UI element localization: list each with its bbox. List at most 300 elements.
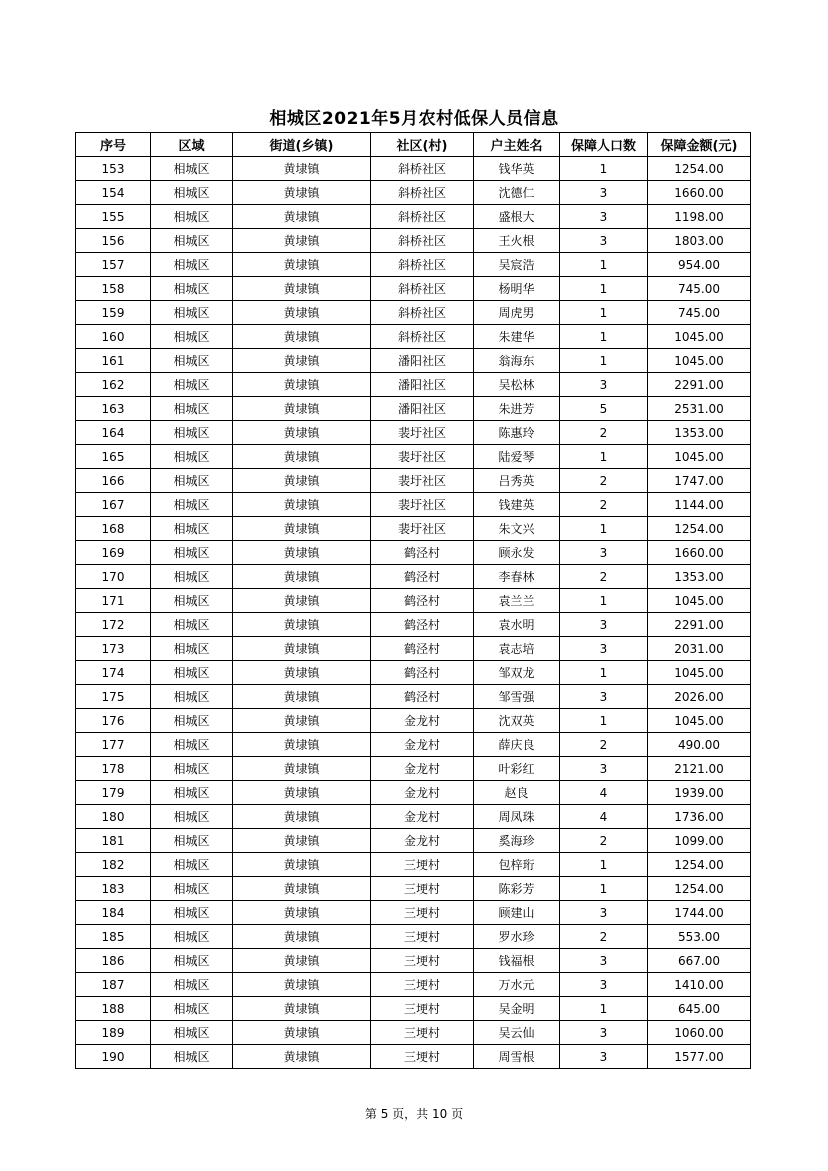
page-footer: 第 5 页，共 10 页 [364, 1107, 464, 1121]
cell-householder: 吴松林 [474, 373, 560, 397]
cell-amount: 1254.00 [648, 517, 751, 541]
cell-persons: 1 [560, 325, 648, 349]
col-header-amount: 保障金额(元) [648, 133, 751, 157]
table-row [76, 397, 751, 421]
cell-town: 黄埭镇 [233, 541, 371, 565]
cell-index: 174 [76, 661, 151, 685]
cell-community: 三埂村 [371, 901, 474, 925]
cell-town: 黄埭镇 [233, 157, 371, 181]
page-title: 相城区2021年5月农村低保人员信息 [269, 109, 559, 129]
table-row [76, 157, 751, 181]
cell-community: 裴圩社区 [371, 445, 474, 469]
cell-persons: 2 [560, 925, 648, 949]
table-row [76, 205, 751, 229]
table-row [76, 781, 751, 805]
cell-community: 金龙村 [371, 781, 474, 805]
table-row [76, 349, 751, 373]
cell-householder: 周雪根 [474, 1045, 560, 1069]
cell-community: 斜桥社区 [371, 277, 474, 301]
cell-town: 黄埭镇 [233, 637, 371, 661]
cell-town: 黄埭镇 [233, 1021, 371, 1045]
cell-district: 相城区 [151, 685, 233, 709]
cell-district: 相城区 [151, 325, 233, 349]
cell-community: 三埂村 [371, 973, 474, 997]
cell-town: 黄埭镇 [233, 781, 371, 805]
cell-index: 173 [76, 637, 151, 661]
cell-district: 相城区 [151, 421, 233, 445]
table-row [76, 709, 751, 733]
cell-index: 170 [76, 565, 151, 589]
cell-district: 相城区 [151, 877, 233, 901]
table-row [76, 253, 751, 277]
cell-amount: 1410.00 [648, 973, 751, 997]
cell-amount: 745.00 [648, 301, 751, 325]
table-row [76, 949, 751, 973]
cell-persons: 4 [560, 781, 648, 805]
cell-persons: 1 [560, 661, 648, 685]
cell-index: 189 [76, 1021, 151, 1045]
table-row [76, 613, 751, 637]
col-header-community: 社区(村) [371, 133, 474, 157]
cell-community: 斜桥社区 [371, 325, 474, 349]
cell-community: 金龙村 [371, 805, 474, 829]
cell-householder: 王火根 [474, 229, 560, 253]
cell-index: 166 [76, 469, 151, 493]
cell-persons: 1 [560, 997, 648, 1021]
cell-index: 184 [76, 901, 151, 925]
cell-householder: 沈双英 [474, 709, 560, 733]
cell-index: 175 [76, 685, 151, 709]
cell-town: 黄埭镇 [233, 205, 371, 229]
cell-district: 相城区 [151, 661, 233, 685]
cell-householder: 包梓珩 [474, 853, 560, 877]
cell-index: 159 [76, 301, 151, 325]
cell-householder: 钱华英 [474, 157, 560, 181]
cell-district: 相城区 [151, 445, 233, 469]
cell-community: 金龙村 [371, 709, 474, 733]
cell-community: 鹤泾村 [371, 565, 474, 589]
cell-town: 黄埭镇 [233, 493, 371, 517]
table-row [76, 325, 751, 349]
cell-index: 157 [76, 253, 151, 277]
cell-district: 相城区 [151, 1021, 233, 1045]
cell-persons: 3 [560, 541, 648, 565]
cell-district: 相城区 [151, 637, 233, 661]
cell-persons: 2 [560, 733, 648, 757]
cell-community: 鹤泾村 [371, 541, 474, 565]
cell-householder: 顾永发 [474, 541, 560, 565]
cell-amount: 1736.00 [648, 805, 751, 829]
cell-district: 相城区 [151, 181, 233, 205]
cell-community: 潘阳社区 [371, 373, 474, 397]
table-row [76, 373, 751, 397]
table-row [76, 421, 751, 445]
cell-householder: 陈惠玲 [474, 421, 560, 445]
cell-persons: 1 [560, 853, 648, 877]
cell-index: 190 [76, 1045, 151, 1069]
cell-amount: 1045.00 [648, 589, 751, 613]
cell-index: 187 [76, 973, 151, 997]
cell-householder: 吴金明 [474, 997, 560, 1021]
cell-householder: 钱福根 [474, 949, 560, 973]
cell-amount: 2031.00 [648, 637, 751, 661]
cell-district: 相城区 [151, 613, 233, 637]
cell-town: 黄埭镇 [233, 325, 371, 349]
cell-amount: 2291.00 [648, 613, 751, 637]
cell-householder: 赵良 [474, 781, 560, 805]
table-row [76, 997, 751, 1021]
cell-amount: 1198.00 [648, 205, 751, 229]
cell-district: 相城区 [151, 349, 233, 373]
cell-community: 裴圩社区 [371, 421, 474, 445]
cell-town: 黄埭镇 [233, 733, 371, 757]
cell-amount: 1939.00 [648, 781, 751, 805]
cell-amount: 1099.00 [648, 829, 751, 853]
cell-persons: 1 [560, 709, 648, 733]
table-row [76, 469, 751, 493]
cell-persons: 3 [560, 205, 648, 229]
data-table [75, 132, 751, 1069]
table-row [76, 853, 751, 877]
cell-amount: 954.00 [648, 253, 751, 277]
cell-district: 相城区 [151, 949, 233, 973]
cell-persons: 4 [560, 805, 648, 829]
cell-householder: 薛庆良 [474, 733, 560, 757]
cell-persons: 3 [560, 1021, 648, 1045]
cell-town: 黄埭镇 [233, 229, 371, 253]
table-row [76, 589, 751, 613]
cell-persons: 5 [560, 397, 648, 421]
cell-persons: 2 [560, 565, 648, 589]
cell-community: 鹤泾村 [371, 661, 474, 685]
cell-householder: 周凤珠 [474, 805, 560, 829]
cell-district: 相城区 [151, 925, 233, 949]
cell-householder: 朱建华 [474, 325, 560, 349]
cell-district: 相城区 [151, 805, 233, 829]
cell-district: 相城区 [151, 373, 233, 397]
cell-amount: 2121.00 [648, 757, 751, 781]
cell-amount: 645.00 [648, 997, 751, 1021]
col-header-district: 区域 [151, 133, 233, 157]
cell-householder: 邹雪强 [474, 685, 560, 709]
cell-town: 黄埭镇 [233, 949, 371, 973]
cell-town: 黄埭镇 [233, 901, 371, 925]
cell-town: 黄埭镇 [233, 589, 371, 613]
cell-householder: 李春林 [474, 565, 560, 589]
cell-householder: 陈彩芳 [474, 877, 560, 901]
cell-householder: 沈德仁 [474, 181, 560, 205]
cell-district: 相城区 [151, 733, 233, 757]
cell-persons: 3 [560, 949, 648, 973]
table-row [76, 877, 751, 901]
col-header-index: 序号 [76, 133, 151, 157]
cell-householder: 翁海东 [474, 349, 560, 373]
cell-persons: 3 [560, 901, 648, 925]
cell-amount: 2531.00 [648, 397, 751, 421]
cell-index: 183 [76, 877, 151, 901]
cell-persons: 2 [560, 829, 648, 853]
cell-amount: 1045.00 [648, 349, 751, 373]
cell-town: 黄埭镇 [233, 661, 371, 685]
cell-persons: 1 [560, 157, 648, 181]
cell-amount: 1660.00 [648, 181, 751, 205]
cell-community: 斜桥社区 [371, 205, 474, 229]
cell-district: 相城区 [151, 277, 233, 301]
cell-amount: 1353.00 [648, 565, 751, 589]
cell-persons: 3 [560, 637, 648, 661]
cell-town: 黄埭镇 [233, 613, 371, 637]
cell-town: 黄埭镇 [233, 853, 371, 877]
cell-district: 相城区 [151, 205, 233, 229]
cell-persons: 2 [560, 469, 648, 493]
col-header-persons: 保障人口数 [560, 133, 648, 157]
cell-persons: 2 [560, 493, 648, 517]
cell-district: 相城区 [151, 469, 233, 493]
cell-amount: 1045.00 [648, 445, 751, 469]
cell-index: 178 [76, 757, 151, 781]
cell-district: 相城区 [151, 589, 233, 613]
table-row [76, 229, 751, 253]
cell-index: 179 [76, 781, 151, 805]
table-row [76, 1021, 751, 1045]
cell-town: 黄埭镇 [233, 469, 371, 493]
cell-persons: 1 [560, 445, 648, 469]
cell-householder: 杨明华 [474, 277, 560, 301]
cell-persons: 2 [560, 421, 648, 445]
table-row [76, 517, 751, 541]
cell-community: 三埂村 [371, 949, 474, 973]
cell-amount: 1254.00 [648, 877, 751, 901]
table-row [76, 901, 751, 925]
cell-community: 金龙村 [371, 757, 474, 781]
cell-householder: 吴宸浩 [474, 253, 560, 277]
cell-town: 黄埭镇 [233, 1045, 371, 1069]
cell-community: 斜桥社区 [371, 253, 474, 277]
cell-persons: 1 [560, 349, 648, 373]
cell-town: 黄埭镇 [233, 349, 371, 373]
cell-community: 裴圩社区 [371, 517, 474, 541]
cell-index: 188 [76, 997, 151, 1021]
cell-district: 相城区 [151, 853, 233, 877]
cell-town: 黄埭镇 [233, 709, 371, 733]
cell-town: 黄埭镇 [233, 685, 371, 709]
cell-community: 斜桥社区 [371, 181, 474, 205]
cell-town: 黄埭镇 [233, 805, 371, 829]
cell-householder: 周虎男 [474, 301, 560, 325]
cell-community: 三埂村 [371, 853, 474, 877]
cell-amount: 1353.00 [648, 421, 751, 445]
cell-town: 黄埭镇 [233, 925, 371, 949]
cell-district: 相城区 [151, 229, 233, 253]
cell-amount: 1744.00 [648, 901, 751, 925]
cell-index: 182 [76, 853, 151, 877]
cell-community: 潘阳社区 [371, 397, 474, 421]
cell-amount: 1254.00 [648, 157, 751, 181]
cell-district: 相城区 [151, 973, 233, 997]
cell-householder: 盛根大 [474, 205, 560, 229]
cell-town: 黄埭镇 [233, 397, 371, 421]
cell-community: 金龙村 [371, 733, 474, 757]
cell-persons: 3 [560, 181, 648, 205]
col-header-town: 街道(乡镇) [233, 133, 371, 157]
cell-amount: 1803.00 [648, 229, 751, 253]
cell-community: 三埂村 [371, 877, 474, 901]
table-row [76, 829, 751, 853]
table-row [76, 805, 751, 829]
cell-community: 鹤泾村 [371, 685, 474, 709]
cell-community: 鹤泾村 [371, 613, 474, 637]
col-header-householder: 户主姓名 [474, 133, 560, 157]
cell-householder: 吴云仙 [474, 1021, 560, 1045]
cell-persons: 3 [560, 613, 648, 637]
cell-town: 黄埭镇 [233, 877, 371, 901]
table-row [76, 685, 751, 709]
cell-community: 潘阳社区 [371, 349, 474, 373]
cell-householder: 邹双龙 [474, 661, 560, 685]
cell-index: 158 [76, 277, 151, 301]
cell-community: 三埂村 [371, 925, 474, 949]
cell-amount: 553.00 [648, 925, 751, 949]
cell-town: 黄埭镇 [233, 445, 371, 469]
cell-householder: 袁志培 [474, 637, 560, 661]
cell-index: 162 [76, 373, 151, 397]
cell-amount: 2026.00 [648, 685, 751, 709]
cell-town: 黄埭镇 [233, 829, 371, 853]
cell-community: 裴圩社区 [371, 493, 474, 517]
cell-district: 相城区 [151, 997, 233, 1021]
cell-town: 黄埭镇 [233, 997, 371, 1021]
cell-district: 相城区 [151, 541, 233, 565]
cell-persons: 3 [560, 373, 648, 397]
cell-householder: 顾建山 [474, 901, 560, 925]
cell-index: 155 [76, 205, 151, 229]
cell-amount: 1045.00 [648, 709, 751, 733]
cell-persons: 3 [560, 757, 648, 781]
cell-community: 鹤泾村 [371, 589, 474, 613]
cell-amount: 1660.00 [648, 541, 751, 565]
cell-community: 斜桥社区 [371, 229, 474, 253]
cell-householder: 朱进芳 [474, 397, 560, 421]
table-row [76, 565, 751, 589]
cell-index: 160 [76, 325, 151, 349]
cell-district: 相城区 [151, 493, 233, 517]
cell-amount: 667.00 [648, 949, 751, 973]
cell-persons: 1 [560, 253, 648, 277]
cell-index: 176 [76, 709, 151, 733]
cell-amount: 1045.00 [648, 661, 751, 685]
cell-community: 三埂村 [371, 1045, 474, 1069]
cell-amount: 1577.00 [648, 1045, 751, 1069]
table-row [76, 757, 751, 781]
cell-amount: 2291.00 [648, 373, 751, 397]
cell-index: 168 [76, 517, 151, 541]
cell-district: 相城区 [151, 253, 233, 277]
cell-amount: 490.00 [648, 733, 751, 757]
cell-district: 相城区 [151, 757, 233, 781]
table-row [76, 181, 751, 205]
cell-index: 171 [76, 589, 151, 613]
cell-town: 黄埭镇 [233, 565, 371, 589]
cell-index: 172 [76, 613, 151, 637]
cell-amount: 1144.00 [648, 493, 751, 517]
cell-town: 黄埭镇 [233, 373, 371, 397]
cell-householder: 朱文兴 [474, 517, 560, 541]
cell-community: 斜桥社区 [371, 301, 474, 325]
cell-town: 黄埭镇 [233, 973, 371, 997]
table-row [76, 1045, 751, 1069]
cell-index: 185 [76, 925, 151, 949]
cell-district: 相城区 [151, 157, 233, 181]
table-row [76, 661, 751, 685]
table-row [76, 925, 751, 949]
cell-persons: 1 [560, 301, 648, 325]
table-row [76, 277, 751, 301]
cell-index: 163 [76, 397, 151, 421]
cell-amount: 745.00 [648, 277, 751, 301]
cell-town: 黄埭镇 [233, 253, 371, 277]
cell-index: 161 [76, 349, 151, 373]
cell-persons: 3 [560, 229, 648, 253]
cell-index: 165 [76, 445, 151, 469]
cell-householder: 罗水珍 [474, 925, 560, 949]
cell-index: 169 [76, 541, 151, 565]
cell-town: 黄埭镇 [233, 517, 371, 541]
cell-index: 180 [76, 805, 151, 829]
cell-town: 黄埭镇 [233, 277, 371, 301]
table-row [76, 541, 751, 565]
cell-index: 164 [76, 421, 151, 445]
cell-persons: 3 [560, 1045, 648, 1069]
cell-district: 相城区 [151, 1045, 233, 1069]
table-row [76, 445, 751, 469]
cell-persons: 1 [560, 517, 648, 541]
cell-householder: 陆爱琴 [474, 445, 560, 469]
cell-district: 相城区 [151, 397, 233, 421]
table-row [76, 637, 751, 661]
cell-persons: 1 [560, 589, 648, 613]
cell-district: 相城区 [151, 565, 233, 589]
cell-index: 186 [76, 949, 151, 973]
cell-town: 黄埭镇 [233, 421, 371, 445]
cell-town: 黄埭镇 [233, 301, 371, 325]
cell-amount: 1747.00 [648, 469, 751, 493]
cell-community: 裴圩社区 [371, 469, 474, 493]
cell-index: 153 [76, 157, 151, 181]
cell-town: 黄埭镇 [233, 757, 371, 781]
header-row [76, 133, 751, 157]
cell-district: 相城区 [151, 901, 233, 925]
cell-community: 鹤泾村 [371, 637, 474, 661]
cell-householder: 袁水明 [474, 613, 560, 637]
cell-amount: 1254.00 [648, 853, 751, 877]
cell-district: 相城区 [151, 781, 233, 805]
cell-district: 相城区 [151, 709, 233, 733]
cell-householder: 奚海珍 [474, 829, 560, 853]
cell-persons: 1 [560, 877, 648, 901]
cell-district: 相城区 [151, 829, 233, 853]
cell-index: 181 [76, 829, 151, 853]
cell-householder: 叶彩红 [474, 757, 560, 781]
cell-index: 156 [76, 229, 151, 253]
cell-householder: 钱建英 [474, 493, 560, 517]
cell-index: 177 [76, 733, 151, 757]
cell-amount: 1060.00 [648, 1021, 751, 1045]
cell-householder: 袁兰兰 [474, 589, 560, 613]
cell-community: 三埂村 [371, 997, 474, 1021]
table-row [76, 733, 751, 757]
cell-persons: 3 [560, 685, 648, 709]
table-row [76, 973, 751, 997]
